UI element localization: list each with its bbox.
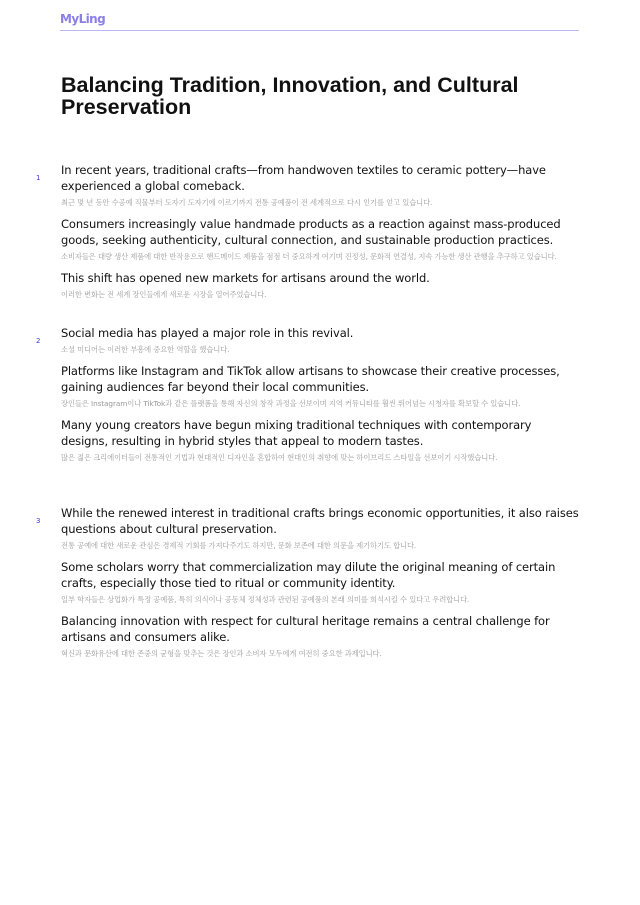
sentence-pair bbox=[61, 325, 581, 358]
sentence-pair bbox=[61, 417, 581, 466]
paragraph-3 bbox=[36, 505, 581, 667]
english-sentence: Balancing innovation with respect for cultural heritage remains a central challenge for artisans and consumers alike. bbox=[61, 614, 550, 644]
paragraph-number: 3 bbox=[36, 517, 41, 525]
sentence-pair bbox=[61, 559, 581, 608]
korean-translation: 많은 젊은 크리에이터들이 전통적인 기법과 현대적인 디자인을 혼합하여 현대인의 취향에 맞는 하이브리드 스타일을 선보이기 시작했습니다. bbox=[61, 453, 498, 462]
english-sentence: In recent years, traditional crafts—from handwoven textiles to ceramic pottery—have experienced a global comeback. bbox=[61, 163, 546, 193]
paragraph-number: 2 bbox=[36, 337, 41, 345]
paragraph-1 bbox=[36, 162, 581, 308]
english-sentence: Social media has played a major role in this revival. bbox=[61, 326, 354, 340]
sentence-pair bbox=[61, 505, 581, 554]
english-sentence: Some scholars worry that commercialization may dilute the original meaning of certain crafts, especially those tied to ritual or community identity. bbox=[61, 560, 556, 590]
sentence-pair bbox=[61, 162, 581, 211]
sentence-pair bbox=[61, 363, 581, 412]
english-sentence: Many young creators have begun mixing traditional techniques with contemporary designs, resulting in hybrid styles that appeal to modern tastes. bbox=[61, 418, 532, 448]
korean-translation: 이러한 변화는 전 세계 장인들에게 새로운 시장을 열어주었습니다. bbox=[61, 290, 267, 299]
page-title: Balancing Tradition, Innovation, and Cultural Preservation bbox=[61, 73, 519, 119]
english-sentence: This shift has opened new markets for artisans around the world. bbox=[61, 271, 430, 285]
korean-translation: 일부 학자들은 상업화가 특정 공예품, 특히 의식이나 공동체 정체성과 관련된 공예품의 본래 의미를 희석시킬 수 있다고 우려합니다. bbox=[61, 595, 470, 604]
sentence-pair bbox=[61, 613, 581, 662]
korean-translation: 최근 몇 년 동안 수공예 직물부터 도자기 도자기에 이르기까지 전통 공예품이 전 세계적으로 다시 인기를 얻고 있습니다. bbox=[61, 198, 433, 207]
paragraph-number: 1 bbox=[36, 174, 41, 182]
korean-translation: 소셜 미디어는 이러한 부흥에 중요한 역할을 했습니다. bbox=[61, 345, 230, 354]
sentence-pair bbox=[61, 270, 581, 303]
korean-translation: 전통 공예에 대한 새로운 관심은 경제적 기회를 가져다주기도 하지만, 문화 보존에 대한 의문을 제기하기도 합니다. bbox=[61, 541, 417, 550]
korean-translation: 소비자들은 대량 생산 제품에 대한 반작용으로 핸드메이드 제품을 점점 더 중요하게 여기며 진정성, 문화적 연결성, 지속 가능한 생산 관행을 추구하고 있습니다. bbox=[61, 252, 557, 261]
english-sentence: While the renewed interest in traditional crafts brings economic opportunities, it also raises questions about cultural preservation. bbox=[61, 506, 579, 536]
english-sentence: Platforms like Instagram and TikTok allow artisans to showcase their creative processes, gaining audiences far beyond their local communities. bbox=[61, 364, 560, 394]
korean-translation: 혁신과 문화유산에 대한 존중의 균형을 맞추는 것은 장인과 소비자 모두에게 여전히 중요한 과제입니다. bbox=[61, 649, 382, 658]
english-sentence: Consumers increasingly value handmade products as a reaction against mass-produced goods, seeking authenticity, cultural connection, and sustainable production practices. bbox=[61, 217, 561, 247]
korean-translation: 장인들은 Instagram이나 TikTok과 같은 플랫폼을 통해 자신의 창작 과정을 선보이며 지역 커뮤니티를 훨씬 뛰어넘는 시청자를 확보할 수 있습니다. bbox=[61, 399, 521, 408]
page-header bbox=[60, 10, 579, 31]
sentence-pair bbox=[61, 216, 581, 265]
paragraph-2 bbox=[36, 325, 581, 471]
logo: MyLing bbox=[60, 12, 106, 26]
